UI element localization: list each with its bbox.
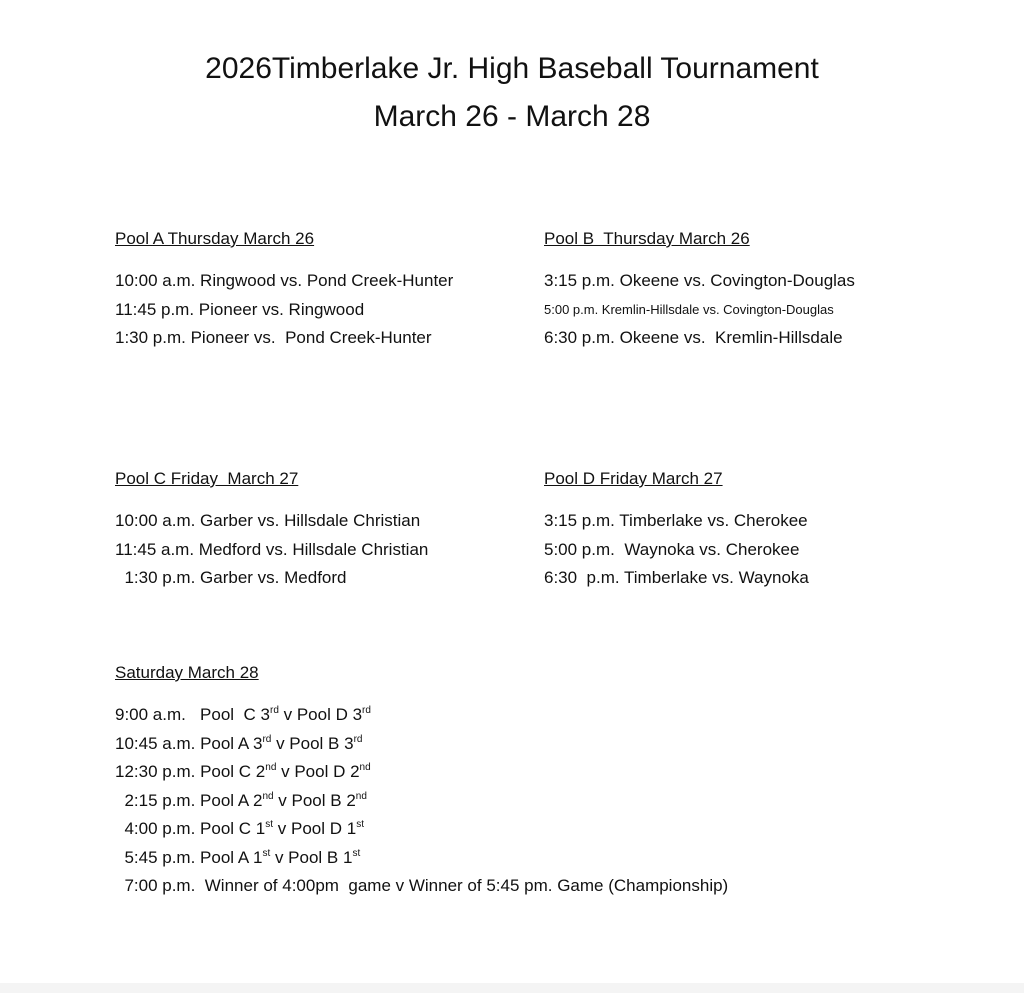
saturday-game: 2:15 p.m. Pool A 2nd v Pool B 2nd (115, 790, 367, 810)
pool-c-game: 10:00 a.m. Garber vs. Hillsdale Christian (115, 511, 421, 530)
pool-c-heading: Pool C Friday March 27 (115, 469, 299, 488)
pool-d-game: 6:30 p.m. Timberlake vs. Waynoka (544, 568, 809, 587)
pool-a-heading: Pool A Thursday March 26 (115, 229, 315, 248)
saturday-game: 9:00 a.m. Pool C 3rd v Pool D 3rd (115, 705, 371, 724)
pool-d-section (544, 469, 809, 593)
pool-c-game: 1:30 p.m. Garber vs. Medford (115, 568, 347, 587)
pool-b-game: 6:30 p.m. Okeene vs. Kremlin-Hillsdale (544, 328, 843, 347)
tournament-title: 2026Timberlake Jr. High Baseball Tournament (205, 52, 819, 85)
tournament-dates: March 26 - March 28 (373, 100, 651, 133)
pool-b-heading: Pool B Thursday March 26 (544, 229, 750, 248)
saturday-game: 5:45 p.m. Pool A 1st v Pool B 1st (115, 847, 361, 867)
pool-d-game: 3:15 p.m. Timberlake vs. Cherokee (544, 511, 808, 530)
championship-game: 7:00 p.m. Winner of 4:00pm game v Winner of 5:45 pm. Game (Championship) (115, 876, 729, 895)
pool-b-section (544, 229, 855, 353)
saturday-section (115, 663, 728, 901)
pool-c-section (115, 469, 428, 593)
pool-c-game: 11:45 a.m. Medford vs. Hillsdale Christian (115, 539, 429, 559)
pool-a-game: 1:30 p.m. Pioneer vs. Pond Creek-Hunter (115, 328, 432, 347)
saturday-game: 12:30 p.m. Pool C 2nd v Pool D 2nd (115, 762, 371, 781)
pool-a-game: 11:45 p.m. Pioneer vs. Ringwood (115, 299, 365, 319)
pool-a-section (115, 229, 453, 353)
saturday-heading: Saturday March 28 (115, 663, 259, 682)
pool-b-game: 3:15 p.m. Okeene vs. Covington-Douglas (544, 271, 855, 290)
page-bottom-edge (0, 983, 1024, 993)
saturday-game: 10:45 a.m. Pool A 3rd v Pool B 3rd (115, 733, 363, 753)
pool-b-game: 5:00 p.m. Kremlin-Hillsdale vs. Covington-Douglas (544, 301, 834, 317)
pool-d-game: 5:00 p.m. Waynoka vs. Cherokee (544, 539, 800, 559)
pool-d-heading: Pool D Friday March 27 (544, 469, 723, 488)
saturday-game: 4:00 p.m. Pool C 1st v Pool D 1st (115, 819, 364, 838)
pool-a-game: 10:00 a.m. Ringwood vs. Pond Creek-Hunter (115, 271, 454, 290)
